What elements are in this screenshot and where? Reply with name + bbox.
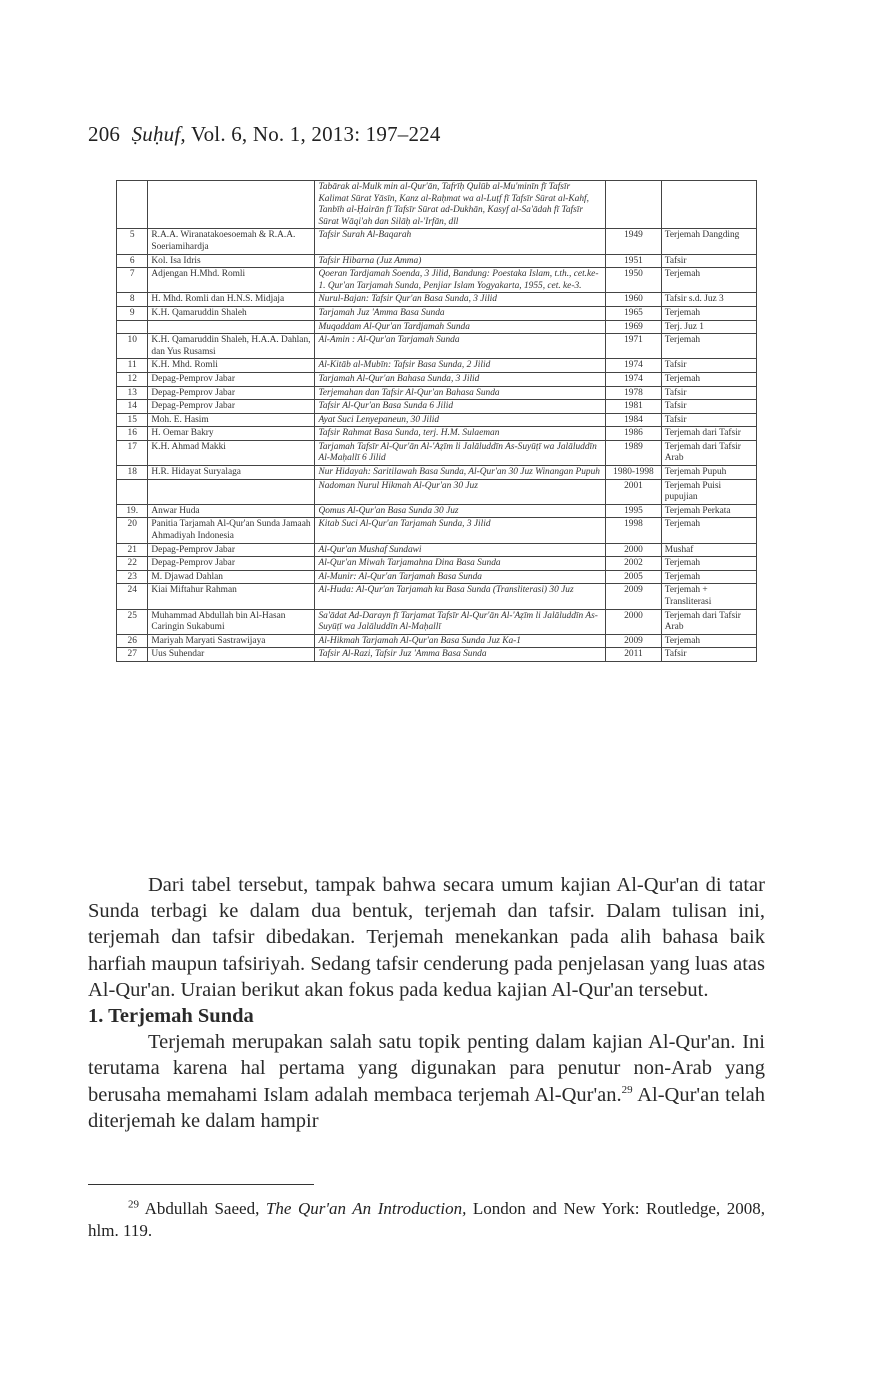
year-cell: 1981	[606, 400, 662, 414]
type-cell: Terjemah	[661, 372, 756, 386]
translator-cell: Kiai Miftahur Rahman	[148, 584, 315, 609]
title-cell: Qoeran Tardjamah Soenda, 3 Jilid, Bandung: Poestaka Islam, t.th., cet.ke-1. Qur'an Tarjamah Sunda, Penjiar Islam Yogyakarta, 1955, cet. ke-3.	[315, 268, 606, 293]
translator-cell: Moh. E. Hasim	[148, 413, 315, 427]
table-row	[117, 570, 757, 584]
year-cell: 1989	[606, 440, 662, 465]
table-row	[117, 334, 757, 359]
translator-cell: Panitia Tarjamah Al-Qur'an Sunda Jamaah Ahmadiyah Indonesia	[148, 518, 315, 543]
table-row	[117, 479, 757, 504]
translator-cell: K.H. Mhd. Romli	[148, 359, 315, 373]
type-cell: Terjemah + Transliterasi	[661, 584, 756, 609]
title-cell: Tarjamah Al-Qur'an Bahasa Sunda, 3 Jilid	[315, 372, 606, 386]
translator-cell: M. Djawad Dahlan	[148, 570, 315, 584]
table-row	[117, 427, 757, 441]
table-row	[117, 306, 757, 320]
translator-cell	[148, 181, 315, 229]
paragraph-2	[88, 1029, 765, 1134]
row-number: 21	[117, 543, 148, 557]
year-cell: 2000	[606, 609, 662, 634]
type-cell: Terjemah Pupuh	[661, 466, 756, 480]
translator-cell: Kol. Isa Idris	[148, 254, 315, 268]
translator-cell	[148, 479, 315, 504]
translator-cell: K.H. Ahmad Makki	[148, 440, 315, 465]
translator-cell: Uus Suhendar	[148, 648, 315, 662]
title-cell: Al-Amin : Al-Qur'an Tarjamah Sunda	[315, 334, 606, 359]
translator-cell: K.H. Qamaruddin Shaleh, H.A.A. Dahlan, dan Yus Rusamsi	[148, 334, 315, 359]
title-cell: Qomus Al-Qur'an Basa Sunda 30 Juz	[315, 504, 606, 518]
footnote	[88, 1198, 765, 1242]
translator-cell: Depag-Pemprov Jabar	[148, 557, 315, 571]
running-header	[88, 122, 441, 147]
row-number	[117, 181, 148, 229]
row-number: 23	[117, 570, 148, 584]
table-row	[117, 181, 757, 229]
row-number: 13	[117, 386, 148, 400]
year-cell: 1986	[606, 427, 662, 441]
translator-cell: Muhammad Abdullah bin Al-Hasan Caringin Sukabumi	[148, 609, 315, 634]
title-cell: Tarjamah Tafsīr Al-Qur'ān Al-'Aẓīm li Jalāluddīn As-Suyūṭī wa Jalāluddīn Al-Maḥallī 6 Jilid	[315, 440, 606, 465]
year-cell: 1998	[606, 518, 662, 543]
footnote-post: London and New York: Routledge, 2008, hlm. 119.	[88, 1199, 765, 1240]
row-number: 17	[117, 440, 148, 465]
table-row	[117, 648, 757, 662]
table-row	[117, 359, 757, 373]
type-cell: Terjemah dari Tafsir Arab	[661, 440, 756, 465]
type-cell: Terjemah	[661, 634, 756, 648]
volume-info: Vol. 6, No. 1, 2013: 197–224	[190, 122, 441, 146]
section-heading: 1. Terjemah Sunda	[88, 1005, 254, 1028]
row-number	[117, 479, 148, 504]
table-row	[117, 504, 757, 518]
translator-cell: Depag-Pemprov Jabar	[148, 400, 315, 414]
table-body	[117, 181, 757, 662]
title-cell: Al-Qur'an Mushaf Sundawi	[315, 543, 606, 557]
type-cell: Terjemah Puisi pupujian	[661, 479, 756, 504]
type-cell: Terjemah	[661, 557, 756, 571]
translator-cell: R.A.A. Wiranatakoesoemah & R.A.A. Soeriamihardja	[148, 229, 315, 254]
type-cell: Terjemah	[661, 306, 756, 320]
footnote-number: 29	[128, 1198, 139, 1211]
table-row	[117, 254, 757, 268]
type-cell: Terjemah	[661, 570, 756, 584]
year-cell: 2002	[606, 557, 662, 571]
title-cell: Tabārak al-Mulk min al-Qur'ān, Tafrīḥ Qulūb al-Mu'minīn fī Tafsīr Kalimat Sūrat Yāsīn, Kanz al-Raḥmat wa al-Luṭf fī Tafsīr Sūrat al-Kahf, Tanbīh al-Ḥairān fī Tafsīr Sūrat ad-Dukhān, Kasyf al-Sa'ādah fī Tafsīr Sūrat Wāqi'ah dan Silāḥ al-'Irfān, dll	[315, 181, 606, 229]
year-cell: 2011	[606, 648, 662, 662]
title-cell: Tafsir Rahmat Basa Sunda, terj. H.M. Sulaeman	[315, 427, 606, 441]
row-number: 22	[117, 557, 148, 571]
row-number: 19.	[117, 504, 148, 518]
paragraph-2-text-end: Al-Qur'an telah diterjemah ke dalam hampir	[88, 1083, 765, 1132]
paragraph-1: Dari tabel tersebut, tampak bahwa secara umum kajian Al-Qur'an di tatar Sunda terbagi ke dalam dua bentuk, terjemah dan tafsir. Dalam tulisan ini, terjemah dan tafsir dibedakan. Terjemah menekankan pada alih bahasa baik harfiah maupun tafsiriyah. Sedang tafsir cenderung pada penjelasan yang luas atas Al-Qur'an. Uraian berikut akan fokus pada kedua kajian Al-Qur'an tersebut.	[88, 874, 765, 1001]
translator-cell: Depag-Pemprov Jabar	[148, 372, 315, 386]
row-number: 8	[117, 293, 148, 307]
title-cell: Nadoman Nurul Hikmah Al-Qur'an 30 Juz	[315, 479, 606, 504]
row-number: 26	[117, 634, 148, 648]
row-number: 20	[117, 518, 148, 543]
type-cell: Terjemah dari Tafsir	[661, 427, 756, 441]
translator-cell: Mariyah Maryati Sastrawijaya	[148, 634, 315, 648]
year-cell: 2005	[606, 570, 662, 584]
title-cell: Terjemahan dan Tafsir Al-Qur'an Bahasa Sunda	[315, 386, 606, 400]
year-cell: 1984	[606, 413, 662, 427]
year-cell: 1965	[606, 306, 662, 320]
table-row	[117, 543, 757, 557]
table-row	[117, 518, 757, 543]
row-number: 15	[117, 413, 148, 427]
row-number: 24	[117, 584, 148, 609]
translator-cell: H.R. Hidayat Suryalaga	[148, 466, 315, 480]
row-number: 18	[117, 466, 148, 480]
title-cell: Muqaddam Al-Qur'an Tardjamah Sunda	[315, 320, 606, 334]
year-cell: 1980-1998	[606, 466, 662, 480]
year-cell: 1995	[606, 504, 662, 518]
row-number: 12	[117, 372, 148, 386]
translator-cell: H. Oemar Bakry	[148, 427, 315, 441]
type-cell: Mushaf	[661, 543, 756, 557]
row-number: 25	[117, 609, 148, 634]
title-cell: Tafsir Surah Al-Baqarah	[315, 229, 606, 254]
row-number: 16	[117, 427, 148, 441]
row-number: 9	[117, 306, 148, 320]
table-row	[117, 609, 757, 634]
footnote-title: The Qur'an An Introduction,	[265, 1199, 467, 1218]
type-cell: Tafsir	[661, 648, 756, 662]
year-cell: 1978	[606, 386, 662, 400]
year-cell	[606, 181, 662, 229]
translator-cell: K.H. Qamaruddin Shaleh	[148, 306, 315, 320]
type-cell: Tafsir	[661, 400, 756, 414]
row-number: 14	[117, 400, 148, 414]
type-cell: Tafsir s.d. Juz 3	[661, 293, 756, 307]
type-cell: Tafsir	[661, 386, 756, 400]
journal-name: Ṣuḥuf,	[131, 122, 186, 146]
title-cell: Ayat Suci Lenyepaneun, 30 Jilid	[315, 413, 606, 427]
translator-cell: Depag-Pemprov Jabar	[148, 386, 315, 400]
type-cell: Tafsir	[661, 413, 756, 427]
type-cell: Terjemah dari Tafsir Arab	[661, 609, 756, 634]
table-row	[117, 320, 757, 334]
title-cell: Nurul-Bajan: Tafsir Qur'an Basa Sunda, 3 Jilid	[315, 293, 606, 307]
translator-cell: Depag-Pemprov Jabar	[148, 543, 315, 557]
translator-cell	[148, 320, 315, 334]
type-cell	[661, 181, 756, 229]
title-cell: Al-Huda: Al-Qur'an Tarjamah ku Basa Sunda (Transliterasi) 30 Juz	[315, 584, 606, 609]
table-row	[117, 584, 757, 609]
row-number: 10	[117, 334, 148, 359]
footnote-pre: Abdullah Saeed,	[139, 1199, 266, 1218]
table-row	[117, 440, 757, 465]
title-cell: Tafsir Al-Razi, Tafsir Juz 'Amma Basa Sunda	[315, 648, 606, 662]
page-number: 206	[88, 122, 121, 146]
title-cell: Nur Hidayah: Saritilawah Basa Sunda, Al-Qur'an 30 Juz Winangan Pupuh	[315, 466, 606, 480]
table-row	[117, 268, 757, 293]
title-cell: Al-Munir: Al-Qur'an Tarjamah Basa Sunda	[315, 570, 606, 584]
year-cell: 1974	[606, 359, 662, 373]
footnote-rule	[88, 1184, 314, 1185]
row-number: 11	[117, 359, 148, 373]
year-cell: 1969	[606, 320, 662, 334]
type-cell: Terj. Juz 1	[661, 320, 756, 334]
table-row	[117, 229, 757, 254]
title-cell: Tafsir Al-Qur'an Basa Sunda 6 Jilid	[315, 400, 606, 414]
table-row	[117, 400, 757, 414]
row-number: 6	[117, 254, 148, 268]
row-number: 27	[117, 648, 148, 662]
table-row	[117, 413, 757, 427]
translation-table	[116, 180, 757, 662]
year-cell: 2009	[606, 634, 662, 648]
table-row	[117, 466, 757, 480]
title-cell: Al-Kitāb al-Mubīn: Tafsir Basa Sunda, 2 Jilid	[315, 359, 606, 373]
table-row	[117, 634, 757, 648]
table-row	[117, 372, 757, 386]
year-cell: 2001	[606, 479, 662, 504]
type-cell: Terjemah Perkata	[661, 504, 756, 518]
title-cell: Sa'ādat Ad-Darayn fī Tarjamat Tafsīr Al-Qur'ān Al-'Aẓīm li Jalāluddīn As-Suyūṭī wa Jalāluddīn Al-Maḥallī	[315, 609, 606, 634]
year-cell: 2009	[606, 584, 662, 609]
body-text	[88, 872, 765, 1134]
title-cell: Tafsir Hibarna (Juz Amma)	[315, 254, 606, 268]
title-cell: Kitab Suci Al-Qur'an Tarjamah Sunda, 3 Jilid	[315, 518, 606, 543]
table-row	[117, 386, 757, 400]
table-row	[117, 293, 757, 307]
year-cell: 1951	[606, 254, 662, 268]
type-cell: Terjemah	[661, 518, 756, 543]
year-cell: 1974	[606, 372, 662, 386]
translator-cell: Adjengan H.Mhd. Romli	[148, 268, 315, 293]
table-row	[117, 557, 757, 571]
year-cell: 1950	[606, 268, 662, 293]
type-cell: Terjemah	[661, 268, 756, 293]
paragraph-2-text: Terjemah merupakan salah satu topik penting dalam kajian Al-Qur'an. Ini terutama karena hal pertama yang digunakan para penutur non-Arab yang berusaha memahami Islam adalah membaca terjemah Al-Qur'an.	[88, 1031, 765, 1106]
title-cell: Al-Hikmah Tarjamah Al-Qur'an Basa Sunda Juz Ka-1	[315, 634, 606, 648]
row-number	[117, 320, 148, 334]
type-cell: Tafsir	[661, 254, 756, 268]
translator-cell: H. Mhd. Romli dan H.N.S. Midjaja	[148, 293, 315, 307]
row-number: 5	[117, 229, 148, 254]
year-cell: 1949	[606, 229, 662, 254]
footnote-ref[interactable]: 29	[621, 1083, 633, 1096]
row-number: 7	[117, 268, 148, 293]
translator-cell: Anwar Huda	[148, 504, 315, 518]
type-cell: Tafsir	[661, 359, 756, 373]
year-cell: 1971	[606, 334, 662, 359]
type-cell: Terjemah	[661, 334, 756, 359]
year-cell: 1960	[606, 293, 662, 307]
title-cell: Tarjamah Juz 'Amma Basa Sunda	[315, 306, 606, 320]
type-cell: Terjemah Dangding	[661, 229, 756, 254]
year-cell: 2000	[606, 543, 662, 557]
title-cell: Al-Qur'an Miwah Tarjamahna Dina Basa Sunda	[315, 557, 606, 571]
